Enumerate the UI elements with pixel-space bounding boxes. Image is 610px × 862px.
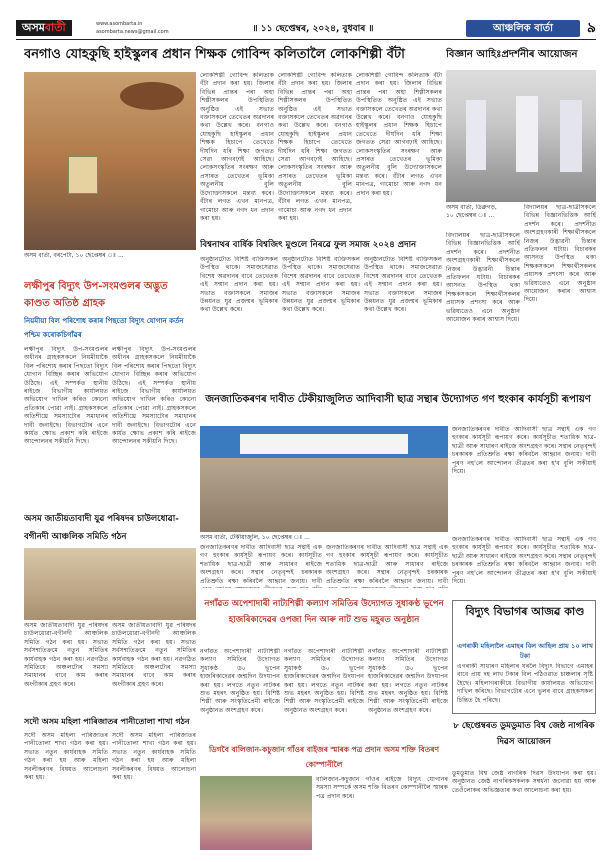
digboi-photo — [200, 776, 312, 850]
headline-social-award[interactable]: বিশ্বনাথৰ বাৰ্ষিক বিশ্বজিৎ মুণ্ডলে নিৰৱে ফুল সমাজ ২০২৪ প্ৰদান — [200, 240, 417, 250]
ajycp-body-col1: অসম জাতীয়তাবাদী যুৱ পৰিষদৰ চাউলধোৱা-বগীনদী আঞ্চলিক সমিতি গঠন কৰা হয়। সভাত সৰ্বসন্মতিক্ৰমে নতুন সমিতিৰ কাৰ্যবাহক গঠন কৰা হয়। নৱগঠিত সমিতিয়ে অঞ্চলটোৰ সমস্যা সমাধানৰ বাবে কাম কৰাৰ অংগীকাৰ গ্ৰহণ কৰে। — [24, 622, 108, 688]
teacher-award-photo — [24, 72, 196, 250]
headline-science-exhibition[interactable]: বিজ্ঞান আহিঃপ্ৰদৰ্শনীৰ আয়োজন — [446, 49, 578, 60]
nagaon-body-col3: নগাঁৱত অপেশাদাৰী নাট্যশিল্পী কল্যাণ সমিতিৰ উদ্যোগত সুধাকণ্ঠ ড০ ভূপেন হাজৰিকাদেৱৰ জন্মদিন উদযাপন কৰা হয়। লগতে নতুন নাটকৰ শুভ মহৰৎ অনুষ্ঠিত হয়। বিশিষ্ট শিল্পী আৰু সংস্কৃতিপ্ৰেমী ৰাইজে অনুষ্ঠানত অংশগ্ৰহণ কৰে। — [368, 648, 448, 714]
science-exhibition-body-col2: বিদ্যালয়ৰ ছাত্ৰ-ছাত্ৰীসকলে বিভিন্ন বিজ্ঞানভিত্তিক আৰ্হি প্ৰদৰ্শন কৰে। প্ৰদৰ্শনীত অংশগ্ৰহণকাৰী শিক্ষাৰ্থীসকলে নিজৰ উদ্ভাৱনী চিন্তাৰ প্ৰতিফলন ঘটায়। বিচাৰকৰ আসনত উপস্থিত থকা শিক্ষকসকলে শিক্ষাৰ্থীসকলৰ প্ৰয়াসক প্ৰশংসা কৰে আৰু ভৱিষ্যতেও এনে অনুষ্ঠান আয়োজন কৰাৰ আশ্বাস দিয়ে। — [524, 204, 596, 304]
contact-info — [96, 20, 169, 36]
lakhimpur-article — [24, 278, 196, 508]
adivasi-body-col4: জনজাতিকৰণৰ দাবীত আদিবাসী ছাত্ৰ সন্থাই এক গণ হুংকাৰ কাৰ্যসূচী ৰূপায়ণ কৰে। কাৰ্যসূচীত শতাধিক ছাত্ৰ-ছাত্ৰী আৰু সাধাৰণ ৰাইজে অংশগ্ৰহণ কৰে। সন্থাৰ নেতৃবৃন্দই চৰকাৰক প্ৰতিশ্ৰুতি ৰক্ষা কৰিবলৈ আহ্বান জনায়। দাবী পূৰণ নহ'লে আন্দোলন তীব্ৰতৰ কৰা হ'ব বুলি সকীয়াই দিয়ে। — [452, 536, 596, 586]
adivasi-meeting-photo — [200, 426, 448, 532]
headline-lakhimpur-electricity[interactable]: লক্ষীপুৰ বিদ্যুৎ উপ-সংমণ্ডলৰ অদ্ভুত কাণ্ডত অতিষ্ঠ গ্ৰাহক — [24, 281, 168, 309]
social-award-body-col1: অনুষ্ঠানটোত বিশিষ্ট ব্যক্তিসকল উপস্থিত থাকে। সমাজসেৱাত বিশেষ অৱদানৰ বাবে তেখেতক এই সন্মান প্ৰদান কৰা হয়। সভাত বক্তাসকলে সমাজৰ উন্নয়নত যুৱ প্ৰজন্মৰ ভূমিকাৰ কথা উল্লেখ কৰে। — [200, 256, 278, 314]
subhead-electricity-bill: এগৰাকী মহিলালৈ এমাহৰ বিল আহিল প্ৰায় ১০ লাখ টকা — [457, 642, 593, 660]
adivasi-caption: অসম বাৰ্তা, টেকীয়াজুলি, ১০ ছেপ্তেম্বৰ ঃ ... — [200, 534, 310, 541]
headline-nagaon-drama[interactable]: নগাঁৱত অপেশাদাৰী নাট্যশিল্পী কল্যাণ সমিতিৰ উদ্যোগত সুধাকণ্ঠ ভূপেন হাজৰিকাদেৱৰ ওপজা দিন আৰু নাট শুভ মহূৰত অনুষ্ঠান — [204, 599, 444, 625]
headline-ajycp-committee[interactable]: অসম জাতীয়তাবাদী যুৱ পৰিষদৰ চাউলধোৱা-বগীনদী আঞ্চলিক সমিতি গঠন — [24, 514, 179, 542]
social-award-body-col3: অনুষ্ঠানটোত বিশিষ্ট ব্যক্তিসকল উপস্থিত থাকে। সমাজসেৱাত বিশেষ অৱদানৰ বাবে তেখেতক এই সন্মান প্ৰদান কৰা হয়। সভাত বক্তাসকলে সমাজৰ উন্নয়নত যুৱ প্ৰজন্মৰ ভূমিকাৰ কথা উল্লেখ কৰে। — [364, 256, 442, 314]
teacher-award-body-col3: লোকশিল্পী গোবিন্দ কলিতাক বঁটা প্ৰদান কৰা হয়। জিলাৰ বিভিন্ন প্ৰান্তৰ পৰা অহা শিল্পীসকলৰ উপস্থিতিত অনুষ্ঠিত এই সভাত বক্তাসকলে তেখেতৰ অৱদানৰ কথা উল্লেখ কৰে। বনগাও যোহকুছি হাইস্কুলৰ প্ৰধান শিক্ষক হিচাপে তেখেতে দীৰ্ঘদিন ধৰি শিক্ষা জগতত সেৱা আগবঢ়াই আহিছে। লোকসংস্কৃতিৰ সংৰক্ষণ আৰু প্ৰসাৰত তেখেতৰ ভূমিকা অতুলনীয় বুলি উদ্যোক্তাসকলে মন্তব্য কৰে। বঁটাৰ লগত এখন মানপত্ৰ, গামোচা আৰু নগদ ধন প্ৰদান কৰা হয়। — [356, 72, 442, 197]
adivasi-body-col2: জনজাতিকৰণৰ দাবীত আদিবাসী ছাত্ৰ সন্থাই এক গণ হুংকাৰ কাৰ্যসূচী ৰূপায়ণ কৰে। কাৰ্যসূচীত শতাধিক ছাত্ৰ-ছাত্ৰী আৰু সাধাৰণ ৰাইজে অংশগ্ৰহণ কৰে। সন্থাৰ নেতৃবৃন্দই চৰকাৰক প্ৰতিশ্ৰুতি ৰক্ষা কৰিবলৈ আহ্বান জনায়। দাবী — [200, 544, 322, 585]
section-label: আঞ্চলিক বাৰ্তা — [466, 20, 580, 37]
nagaon-body-col1: নগাঁৱত অপেশাদাৰী নাট্যশিল্পী কল্যাণ সমিতিৰ উদ্যোগত সুধাকণ্ঠ ড০ ভূপেন হাজৰিকাদেৱৰ জন্মদিন উদযাপন কৰা হয়। লগতে নতুন নাটকৰ শুভ মহৰৎ অনুষ্ঠিত হয়। বিশিষ্ট শিল্পী আৰু সংস্কৃতিপ্ৰেমী ৰাইজে অনুষ্ঠানত অংশগ্ৰহণ কৰে। — [200, 648, 280, 714]
student-figure-2 — [516, 96, 538, 172]
masthead — [16, 20, 596, 40]
adivasi-body-col3: জনজাতিকৰণৰ দাবীত আদিবাসী ছাত্ৰ সন্থাই এক গণ হুংকাৰ কাৰ্যসূচী ৰূপায়ণ কৰে। কাৰ্যসূচীত শতাধিক ছাত্ৰ-ছাত্ৰী আৰু সাধাৰণ ৰাইজে অংশগ্ৰহণ কৰে। সন্থাৰ নেতৃবৃন্দই চৰকাৰক প্ৰতিশ্ৰুতি ৰক্ষা কৰিবলৈ আহ্বান জনায়। দাবী — [326, 544, 448, 585]
headline-teacher-award[interactable]: বনগাও যোহকুছি হাইস্কুলৰ প্ৰধান শিক্ষক গোবিন্দ কলিতালৈ লোকশিল্পী বঁটা — [24, 47, 405, 62]
subhead-lakhimpur-electricity: নিয়মীয়া বিল পৰিশোধ কৰাৰ পিছতো বিদ্যুৎ যোগান কৰ্তন পশ্চিম কৰোকচিগাঁৱৰ — [24, 316, 184, 339]
logo-text-b: বাতী — [44, 21, 66, 34]
teacher-award-caption: অসম বাৰ্তা, বৰপেটা, ১০ ছেপ্তেম্বৰ ঃ ... — [24, 252, 124, 259]
electricity-bill-box — [452, 600, 596, 714]
newspaper-logo — [16, 20, 72, 36]
digboi-body: বালিজান-কচুজান গাঁওৰ ৰাইজে বিদ্যুৎ যোগানৰ সমস্যা সম্পৰ্কে অসম শক্তি বিতৰণ কোম্পানীলৈ স্মাৰক পত্ৰ প্ৰদান কৰে। — [316, 776, 448, 800]
science-exhibition-photo — [446, 70, 596, 202]
science-exhibition-body-col1: বিদ্যালয়ৰ ছাত্ৰ-ছাত্ৰীসকলে বিভিন্ন বিজ্ঞানভিত্তিক আৰ্হি প্ৰদৰ্শন কৰে। প্ৰদৰ্শনীত অংশগ্ৰহণকাৰী শিক্ষাৰ্থীসকলে নিজৰ উদ্ভাৱনী চিন্তাৰ প্ৰতিফলন ঘটায়। বিচাৰকৰ আসনত উপস্থিত থকা শিক্ষকসকলে শিক্ষাৰ্থীসকলৰ প্ৰয়াসক প্ৰশংসা কৰে আৰু ভৱিষ্যতেও এনে অনুষ্ঠান আয়োজন কৰাৰ আশ্বাস দিয়ে। — [446, 232, 520, 324]
headline-women-org[interactable]: সদৌ অসম মহিলা পাৰিজাতৰ পানীতোলা শাখা গঠন — [24, 716, 190, 726]
nagaon-body-col2: নগাঁৱত অপেশাদাৰী নাট্যশিল্পী কল্যাণ সমিতিৰ উদ্যোগত সুধাকণ্ঠ ড০ ভূপেন হাজৰিকাদেৱৰ জন্মদিন উদযাপন কৰা হয়। লগতে নতুন নাটকৰ শুভ মহৰৎ অনুষ্ঠিত হয়। বিশিষ্ট শিল্পী আৰু সংস্কৃতিপ্ৰেমী ৰাইজে অনুষ্ঠানত অংশগ্ৰহণ কৰে। — [284, 648, 364, 714]
science-exhibition-caption: অসম বাৰ্তা, ডিব্ৰুগড়, ১০ ছেপ্তেম্বৰ ঃ ... — [446, 204, 497, 219]
jaapi-hat-icon — [120, 82, 184, 110]
website-link[interactable]: www.asombarta.in — [96, 21, 143, 27]
headline-adivasi-student-union[interactable]: জনজাতিকৰণৰ দাবীত টেকীয়াজুলিত আদিবাসী ছাত্ৰ সন্থাৰ উদ্যোগত গণ হুংকাৰ কাৰ্যসূচী ৰূপায়ণ — [205, 394, 591, 405]
senior-citizen-body: ডুমডুমাত বিশ্ব জেষ্ঠ নাগৰিক দিৱস উদযাপন কৰা হয়। অনুষ্ঠানত জেষ্ঠ নাগৰিকসকলক সম্বৰ্ধনা জনোৱা হয় আৰু তেওঁলোকৰ অভিজ্ঞতাৰ কথা আলোচনা কৰা হয়। — [452, 770, 596, 794]
teacher-award-body-col1: লোকশিল্পী গোবিন্দ কলিতাক বঁটা প্ৰদান কৰা হয়। জিলাৰ বিভিন্ন প্ৰান্তৰ পৰা অহা শিল্পীসকলৰ উপস্থিতিত অনুষ্ঠিত এই সভাত বক্তাসকলে তেখেতৰ অৱদানৰ কথা উল্লেখ কৰে। বনগাও যোহকুছি হাইস্কুলৰ প্ৰধান শিক্ষক হিচাপে তেখেতে দীৰ্ঘদিন ধৰি শিক্ষা জগতত সেৱা আগবঢ়াই আহিছে। লোকসংস্কৃতিৰ সংৰক্ষণ আৰু প্ৰসাৰত তেখেতৰ ভূমিকা অতুলনীয় বুলি উদ্যোক্তাসকলে মন্তব্য কৰে। বঁটাৰ লগত এখন মানপত্ৰ, গামোচা আৰু নগদ ধন প্ৰদান কৰা হয়। — [200, 72, 274, 222]
women-org-body-col2: সদৌ অসম মহিলা পাৰিজাতৰ পানীতোলা শাখা গঠন কৰা হয়। সভাত নতুন কাৰ্যবাহক সমিতি গঠন কৰা হয় আৰু মহিলা সবলীকৰণৰ বিষয়ত আলোচনা কৰা হয়। — [112, 732, 196, 782]
lakhimpur-body-col1: লক্ষীপুৰ বিদ্যুৎ উপ-সংমণ্ডলৰ অধীনৰ গ্ৰাহকসকলে নিয়মীয়াকৈ বিল পৰিশোধ কৰাৰ পিছতো বিদ্যুৎ যোগান বিচ্ছিন্ন কৰাৰ অভিযোগ উঠিছে। এই সম্পৰ্কত স্থানীয় ৰাইজে বিভাগীয় কাৰ্যালয়ত অভিযোগ দাখিল কৰিও কোনো প্ৰতিকাৰ পোৱা নাই। গ্ৰাহকসকলে অতিশীঘ্ৰে সমস্যাটোৰ সমাধানৰ দাবী জনাইছে। বিভাগটোৰ এনে কাৰ্যত ক্ষোভ প্ৰকাশ কৰি ৰাইজে আন্দোলনৰ সকীয়নি দিছে। — [24, 346, 108, 446]
email-link[interactable]: asombarta.news@gmail.com — [96, 29, 169, 35]
student-figure-1 — [466, 100, 486, 170]
headline-digboi-memorandum[interactable]: ডিগবৈ বালিজান-কচুজান গাঁওৰ বাইজৰ স্মাৰক পত্ৰ প্ৰদান অসম শক্তি বিতৰণ কোম্পানীলৈ — [208, 745, 440, 769]
adivasi-body-col1: জনজাতিকৰণৰ দাবীত আদিবাসী ছাত্ৰ সন্থাই এক গণ হুংকাৰ কাৰ্যসূচী ৰূপায়ণ কৰে। কাৰ্যসূচীত শতাধিক ছাত্ৰ-ছাত্ৰী আৰু সাধাৰণ ৰাইজে অংশগ্ৰহণ কৰে। সন্থাৰ নেতৃবৃন্দই চৰকাৰক প্ৰতিশ্ৰুতি ৰক্ষা কৰিবলৈ আহ্বান জনায়। দাবী পূৰণ নহ'লে আন্দোলন তীব্ৰতৰ কৰা হ'ব বুলি সকীয়াই দিয়ে। — [452, 426, 596, 476]
issue-date: ॥ ১১ ছেপ্তেম্বৰ, ২০২৪, বুধবাৰ ॥ — [252, 24, 374, 34]
lakhimpur-body-col2: লক্ষীপুৰ বিদ্যুৎ উপ-সংমণ্ডলৰ অধীনৰ গ্ৰাহকসকলে নিয়মীয়াকৈ বিল পৰিশোধ কৰাৰ পিছতো বিদ্যুৎ যোগান বিচ্ছিন্ন কৰাৰ অভিযোগ উঠিছে। এই সম্পৰ্কত স্থানীয় ৰাইজে বিভাগীয় কাৰ্যালয়ত অভিযোগ দাখিল কৰিও কোনো প্ৰতিকাৰ পোৱা নাই। গ্ৰাহকসকলে অতিশীঘ্ৰে সমস্যাটোৰ সমাধানৰ দাবী জনাইছে। বিভাগটোৰ এনে কাৰ্যত ক্ষোভ প্ৰকাশ কৰি ৰাইজে আন্দোলনৰ সকীয়নি দিছে। — [112, 346, 196, 446]
award-plaque-icon — [68, 156, 98, 194]
women-org-body-col1: সদৌ অসম মহিলা পাৰিজাতৰ পানীতোলা শাখা গঠন কৰা হয়। সভাত নতুন কাৰ্যবাহক সমিতি গঠন কৰা হয় আৰু মহিলা সবলীকৰণৰ বিষয়ত আলোচনা কৰা হয়। — [24, 732, 108, 782]
ajycp-body-col2: অসম জাতীয়তাবাদী যুৱ পৰিষদৰ চাউলধোৱা-বগীনদী আঞ্চলিক সমিতি গঠন কৰা হয়। সভাত সৰ্বসন্মতিক্ৰমে নতুন সমিতিৰ কাৰ্যবাহক গঠন কৰা হয়। নৱগঠিত সমিতিয়ে অঞ্চলটোৰ সমস্যা সমাধানৰ বাবে কাম কৰাৰ অংগীকাৰ গ্ৰহণ কৰে। — [112, 622, 196, 688]
student-figure-3 — [560, 100, 582, 172]
social-award-body-col2: অনুষ্ঠানটোত বিশিষ্ট ব্যক্তিসকল উপস্থিত থাকে। সমাজসেৱাত বিশেষ অৱদানৰ বাবে তেখেতক এই সন্মান প্ৰদান কৰা হয়। সভাত বক্তাসকলে সমাজৰ উন্নয়নত যুৱ প্ৰজন্মৰ ভূমিকাৰ কথা উল্লেখ কৰে। — [282, 256, 360, 314]
logo-text-a: অসম — [22, 21, 45, 34]
page-number: ৯ — [586, 20, 596, 36]
headline-senior-citizen-day[interactable]: ৮ ছেপ্তেম্বৰত ডুমডুমাত বিশ্ব জেষ্ঠ নাগৰিক দিৱস আয়োজন — [453, 721, 595, 747]
headline-electricity-bill[interactable]: বিদ্যুৎ বিভাগৰ আজৱ কাণ্ড — [465, 605, 585, 618]
teacher-award-body-col2: লোকশিল্পী গোবিন্দ কলিতাক বঁটা প্ৰদান কৰা হয়। জিলাৰ বিভিন্ন প্ৰান্তৰ পৰা অহা শিল্পীসকলৰ উপস্থিতিত অনুষ্ঠিত এই সভাত বক্তাসকলে তেখেতৰ অৱদানৰ কথা উল্লেখ কৰে। বনগাও যোহকুছি হাইস্কুলৰ প্ৰধান শিক্ষক হিচাপে তেখেতে দীৰ্ঘদিন ধৰি শিক্ষা জগতত সেৱা আগবঢ়াই আহিছে। লোকসংস্কৃতিৰ সংৰক্ষণ আৰু প্ৰসাৰত তেখেতৰ ভূমিকা অতুলনীয় বুলি উদ্যোক্তাসকলে মন্তব্য কৰে। বঁটাৰ লগত এখন মানপত্ৰ, গামোচা আৰু নগদ ধন প্ৰদান কৰা হয়। — [278, 72, 352, 222]
electricity-bill-body: এগৰাকী সাধাৰণ মহিলাৰ ঘৰলৈ বিদ্যুৎ বিভাগে এমাহৰ বাবে প্ৰায় দহ লাখ টকাৰ বিল পঠিওৱাত চাঞ্চল্যৰ সৃষ্টি হৈছে। মহিলাগৰাকীয়ে বিভাগীয় কাৰ্যালয়ত অভিযোগ দাখিল কৰিছে। বিভাগটোৰ এনে ভুলৰ বাবে গ্ৰাহকসকল চিন্তিত হৈ পৰিছে। — [457, 663, 593, 704]
meeting-banner — [240, 434, 408, 454]
ajycp-meeting-photo — [24, 548, 196, 620]
